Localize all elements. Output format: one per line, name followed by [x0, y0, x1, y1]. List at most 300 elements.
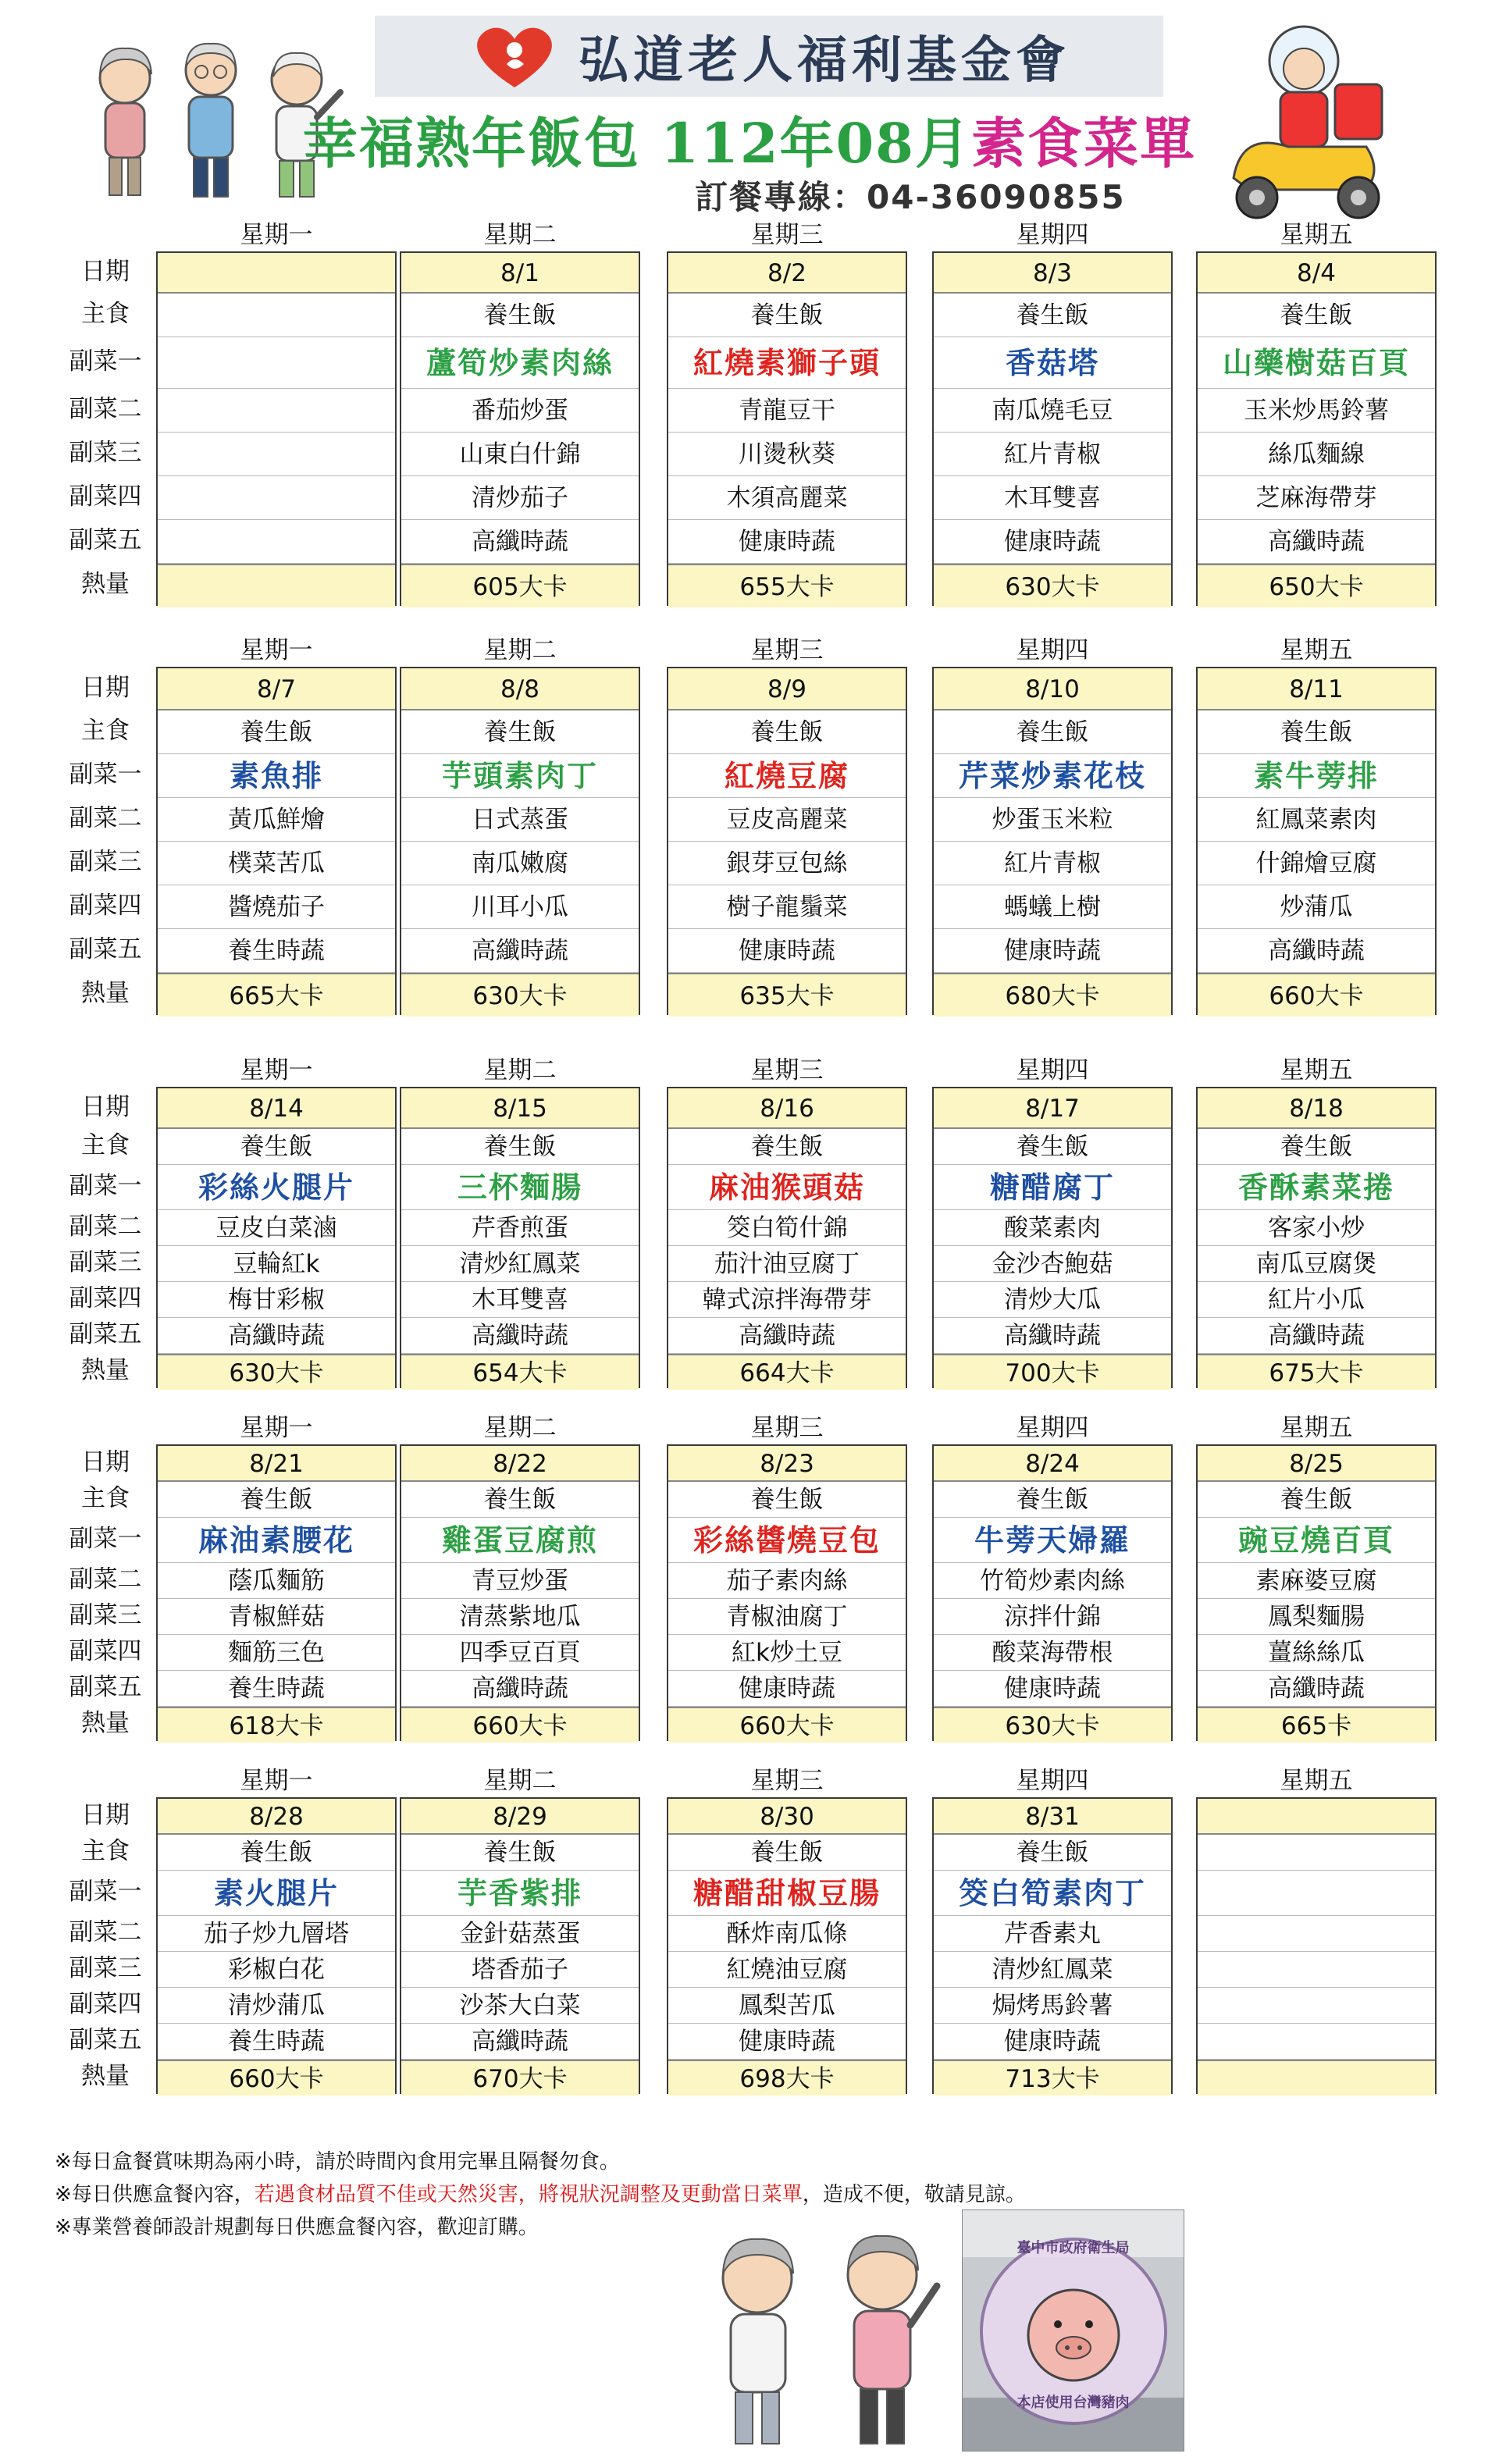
row-label: 副菜二: [69, 804, 142, 832]
weekday-header: 星期三: [750, 1056, 824, 1084]
calorie-cell: 665大卡: [158, 973, 395, 1017]
day-column: [667, 667, 907, 1015]
weekday-header: 星期四: [1016, 1414, 1089, 1442]
day-column: [1196, 667, 1437, 1015]
side-dish-4: 木耳雙喜: [401, 1282, 639, 1318]
side-dish-4: 樹子龍鬚菜: [668, 885, 906, 929]
side-dish-2: 日式蒸蛋: [401, 798, 639, 842]
day-column: [932, 1797, 1173, 2094]
staple-cell: 養生飯: [934, 294, 1171, 337]
staple-cell: 養生飯: [1198, 710, 1435, 754]
side-dish-4: 梅甘彩椒: [158, 1282, 395, 1318]
row-label: 主食: [81, 1837, 130, 1865]
org-name: 弘道老人福利基金會: [579, 31, 1070, 90]
day-column: [1196, 251, 1437, 606]
side-dish-2: 番茄炒蛋: [401, 389, 639, 433]
day-column: [1196, 1444, 1437, 1741]
main-side-dish: [158, 337, 395, 389]
side-dish-5: 健康時蔬: [668, 929, 906, 973]
date-cell: [158, 253, 395, 294]
note-nutritionist: ※專業營養師設計規劃每日供應盒餐內容，歡迎訂購。: [55, 2216, 539, 2239]
side-dish-2: 芹香煎蛋: [401, 1210, 639, 1246]
side-dish-2: 炒蛋玉米粒: [934, 798, 1171, 842]
side-dish-5: 養生時蔬: [158, 2024, 395, 2060]
row-label: 副菜三: [69, 848, 142, 876]
date-cell: 8/21: [158, 1446, 395, 1482]
side-dish-4: 清炒大瓜: [934, 1282, 1171, 1318]
staple-cell: 養生飯: [401, 1482, 639, 1518]
side-dish-2: 青豆炒蛋: [401, 1563, 639, 1599]
calorie-cell: 660大卡: [158, 2060, 395, 2095]
date-cell: 8/10: [934, 668, 1171, 710]
side-dish-4: 焗烤馬鈴薯: [934, 1988, 1171, 2024]
calorie-cell: [158, 564, 395, 607]
main-side-dish: 素火腿片: [158, 1871, 395, 1916]
row-label: 主食: [81, 1484, 130, 1512]
row-label: 熱量: [81, 1709, 130, 1737]
side-dish-5: 健康時蔬: [934, 520, 1171, 564]
side-dish-3: 鳳梨麵腸: [1198, 1599, 1435, 1635]
side-dish-2: 玉米炒馬鈴薯: [1198, 389, 1435, 433]
side-dish-3: 清炒紅鳳菜: [934, 1952, 1171, 1988]
calorie-cell: 660大卡: [1198, 973, 1435, 1017]
row-label: 熱量: [81, 979, 130, 1007]
side-dish-5: 健康時蔬: [934, 2024, 1171, 2060]
date-cell: 8/22: [401, 1446, 639, 1482]
side-dish-5: 健康時蔬: [668, 2024, 906, 2060]
staple-cell: 養生飯: [401, 1835, 639, 1871]
main-side-dish: 素魚排: [158, 754, 395, 798]
date-cell: 8/16: [668, 1088, 906, 1129]
row-label: 副菜二: [69, 1212, 142, 1241]
main-side-dish: 芋頭素肉丁: [401, 754, 639, 798]
row-label: 日期: [81, 1801, 130, 1829]
side-dish-5: 高纖時蔬: [1198, 929, 1435, 973]
day-column: [667, 251, 907, 606]
row-label: 副菜二: [69, 395, 142, 423]
staple-cell: 養生飯: [668, 294, 906, 337]
calorie-cell: 630大卡: [934, 564, 1171, 607]
side-dish-3: [1198, 1952, 1435, 1988]
date-cell: 8/18: [1198, 1088, 1435, 1129]
side-dish-5: 健康時蔬: [934, 1671, 1171, 1707]
side-dish-3: 青椒油腐丁: [668, 1599, 906, 1635]
side-dish-4: [1198, 1988, 1435, 2024]
side-dish-3: 紅燒油豆腐: [668, 1952, 906, 1988]
day-column: [932, 1087, 1173, 1388]
side-dish-4: 木須高麗菜: [668, 476, 906, 520]
weekday-header: 星期三: [750, 1414, 824, 1442]
side-dish-5: 高纖時蔬: [934, 1318, 1171, 1354]
staple-cell: 養生飯: [934, 710, 1171, 754]
main-side-dish: 芋香紫排: [401, 1871, 639, 1916]
main-side-dish: 彩絲醬燒豆包: [668, 1518, 906, 1563]
note-menu-change-warning: 若遇食材品質不佳或天然災害，將視狀況調整及更動當日菜單: [254, 2183, 803, 2206]
side-dish-4: 木耳雙喜: [934, 476, 1171, 520]
date-cell: 8/8: [401, 668, 639, 710]
main-side-dish: 香酥素菜捲: [1198, 1165, 1435, 1210]
staple-cell: [158, 294, 395, 337]
note-freshness: ※每日盒餐賞味期為兩小時，請於時間內食用完畢且隔餐勿食。: [55, 2150, 620, 2174]
main-side-dish: 紅燒豆腐: [668, 754, 906, 798]
side-dish-5: 高纖時蔬: [158, 1318, 395, 1354]
day-column: [156, 1087, 397, 1388]
calorie-cell: 605大卡: [401, 564, 639, 607]
staple-cell: 養生飯: [158, 1835, 395, 1871]
date-cell: 8/15: [401, 1088, 639, 1129]
calorie-cell: 630大卡: [158, 1354, 395, 1390]
side-dish-2: [158, 389, 395, 433]
side-dish-4: 清炒蒲瓜: [158, 1988, 395, 2024]
main-side-dish: 牛蒡天婦羅: [934, 1518, 1171, 1563]
staple-cell: 養生飯: [934, 1835, 1171, 1871]
side-dish-3: 南瓜嫩腐: [401, 842, 639, 885]
menu-title-main: 幸福熟年飯包 112年08月: [303, 111, 971, 176]
day-column: [1196, 1087, 1437, 1388]
side-dish-3: [158, 433, 395, 476]
weekday-header: 星期四: [1016, 1056, 1089, 1084]
day-column: [400, 251, 640, 606]
side-dish-3: 青椒鮮菇: [158, 1599, 395, 1635]
date-cell: 8/3: [934, 253, 1171, 294]
row-label: 副菜一: [69, 347, 142, 376]
side-dish-4: 紅k炒土豆: [668, 1635, 906, 1671]
main-side-dish: 蘆筍炒素肉絲: [401, 337, 639, 389]
calorie-cell: 660大卡: [668, 1707, 906, 1743]
side-dish-2: 酥炸南瓜條: [668, 1916, 906, 1952]
weekday-header: 星期四: [1016, 221, 1089, 249]
main-side-dish: 芹菜炒素花枝: [934, 754, 1171, 798]
calorie-cell: 675大卡: [1198, 1354, 1435, 1390]
calorie-cell: 630大卡: [401, 973, 639, 1017]
side-dish-2: [1198, 1916, 1435, 1952]
side-dish-5: 高纖時蔬: [401, 1318, 639, 1354]
side-dish-2: 紅鳳菜素肉: [1198, 798, 1435, 842]
side-dish-5: 高纖時蔬: [401, 929, 639, 973]
main-side-dish: 麻油猴頭菇: [668, 1165, 906, 1210]
side-dish-2: 筊白筍什錦: [668, 1210, 906, 1246]
staple-cell: 養生飯: [668, 1482, 906, 1518]
date-cell: 8/11: [1198, 668, 1435, 710]
side-dish-3: 豆輪紅k: [158, 1246, 395, 1282]
day-column: [400, 1444, 640, 1741]
heart-logo-icon: [468, 22, 561, 91]
delivery-scooter-illustration: [1218, 14, 1390, 225]
side-dish-5: 高纖時蔬: [401, 2024, 639, 2060]
menu-title-highlight: 素食菜單: [970, 111, 1196, 176]
side-dish-2: 素麻婆豆腐: [1198, 1563, 1435, 1599]
date-cell: 8/2: [668, 253, 906, 294]
side-dish-5: 高纖時蔬: [401, 520, 639, 564]
main-side-dish: 紅燒素獅子頭: [668, 337, 906, 389]
day-column: [156, 1797, 397, 2094]
date-cell: 8/31: [934, 1799, 1171, 1835]
row-label: 副菜二: [69, 1565, 142, 1593]
calorie-cell: 618大卡: [158, 1707, 395, 1743]
side-dish-3: 山東白什錦: [401, 433, 639, 476]
note-menu-change-a: ※每日供應盒餐內容，: [55, 2183, 255, 2206]
side-dish-3: 川燙秋葵: [668, 433, 906, 476]
row-label: 副菜四: [69, 1284, 142, 1312]
weekday-header: 星期二: [483, 1056, 557, 1084]
side-dish-3: 樸菜苦瓜: [158, 842, 395, 885]
order-hotline: 訂餐專線：04-36090855: [695, 178, 1126, 216]
date-cell: 8/24: [934, 1446, 1171, 1482]
main-side-dish: 糖醋甜椒豆腸: [668, 1871, 906, 1916]
side-dish-3: 塔香茄子: [401, 1952, 639, 1988]
day-column: [1196, 1797, 1437, 2094]
weekday-header: 星期五: [1280, 1056, 1353, 1084]
weekday-header: 星期二: [483, 636, 557, 664]
row-label: 副菜三: [69, 439, 142, 467]
weekday-header: 星期四: [1016, 1767, 1089, 1795]
side-dish-2: 酸菜素肉: [934, 1210, 1171, 1246]
weekday-header: 星期三: [750, 1767, 824, 1795]
weekday-header: 星期三: [750, 636, 824, 664]
day-column: [400, 1087, 640, 1388]
staple-cell: 養生飯: [934, 1482, 1171, 1518]
weekday-header: 星期一: [240, 1056, 313, 1084]
side-dish-3: 清蒸紫地瓜: [401, 1599, 639, 1635]
staple-cell: 養生飯: [668, 1835, 906, 1871]
side-dish-3: 涼拌什錦: [934, 1599, 1171, 1635]
side-dish-2: 茄子素肉絲: [668, 1563, 906, 1599]
side-dish-5: 養生時蔬: [158, 929, 395, 973]
weekday-header: 星期二: [483, 1767, 557, 1795]
row-label: 副菜四: [69, 482, 142, 511]
staple-cell: 養生飯: [668, 1129, 906, 1165]
weekday-header: 星期五: [1280, 1767, 1353, 1795]
side-dish-4: [158, 476, 395, 520]
side-dish-3: 絲瓜麵線: [1198, 433, 1435, 476]
day-column: [667, 1444, 907, 1741]
row-label: 日期: [81, 258, 130, 286]
calorie-cell: 680大卡: [934, 973, 1171, 1017]
calorie-cell: 670大卡: [401, 2060, 639, 2095]
row-label: 副菜五: [69, 1673, 142, 1701]
staple-cell: 養生飯: [401, 710, 639, 754]
row-label: 副菜五: [69, 526, 142, 554]
row-label: 副菜四: [69, 1637, 142, 1665]
side-dish-5: 健康時蔬: [934, 929, 1171, 973]
row-label: 主食: [81, 300, 130, 328]
side-dish-5: 高纖時蔬: [1198, 1318, 1435, 1354]
row-label: 副菜五: [69, 935, 142, 963]
side-dish-5: 健康時蔬: [668, 1671, 906, 1707]
side-dish-5: 高纖時蔬: [1198, 520, 1435, 564]
side-dish-2: 竹筍炒素肉絲: [934, 1563, 1171, 1599]
row-label: 副菜四: [69, 1990, 142, 2018]
staple-cell: 養生飯: [158, 1482, 395, 1518]
weekday-header: 星期一: [240, 221, 313, 249]
side-dish-4: 薑絲絲瓜: [1198, 1635, 1435, 1671]
side-dish-4: 韓式涼拌海帶芽: [668, 1282, 906, 1318]
main-side-dish: 麻油素腰花: [158, 1518, 395, 1563]
row-label: 副菜一: [69, 1172, 142, 1200]
date-cell: 8/25: [1198, 1446, 1435, 1482]
side-dish-4: 沙茶大白菜: [401, 1988, 639, 2024]
day-column: [667, 1797, 907, 2094]
calorie-cell: 635大卡: [668, 973, 906, 1017]
date-cell: 8/14: [158, 1088, 395, 1129]
row-label: 熱量: [81, 570, 130, 598]
side-dish-3: 清炒紅鳳菜: [401, 1246, 639, 1282]
row-label: 副菜三: [69, 1248, 142, 1277]
side-dish-4: 四季豆百頁: [401, 1635, 639, 1671]
staple-cell: 養生飯: [158, 710, 395, 754]
row-label: 主食: [81, 717, 130, 745]
day-column: [156, 1444, 397, 1741]
row-label: 副菜五: [69, 1320, 142, 1348]
staple-cell: 養生飯: [1198, 1129, 1435, 1165]
date-cell: 8/29: [401, 1799, 639, 1835]
day-column: [400, 667, 640, 1015]
row-label: 日期: [81, 1093, 130, 1121]
note-menu-change-c: ，造成不便，敬請見諒。: [802, 2183, 1026, 2206]
day-column: [667, 1087, 907, 1388]
row-label: 副菜一: [69, 1878, 142, 1906]
day-column: [156, 667, 397, 1015]
weekday-header: 星期一: [240, 1414, 313, 1442]
row-label: 熱量: [81, 2062, 130, 2090]
date-cell: [1198, 1799, 1435, 1835]
side-dish-5: 養生時蔬: [158, 1671, 395, 1707]
main-side-dish: 三杯麵腸: [401, 1165, 639, 1210]
side-dish-5: 高纖時蔬: [668, 1318, 906, 1354]
weekday-header: 星期一: [240, 1767, 313, 1795]
row-label: 日期: [81, 1448, 130, 1476]
row-label: 副菜二: [69, 1918, 142, 1946]
day-column: [932, 1444, 1173, 1741]
side-dish-3: 紅片青椒: [934, 433, 1171, 476]
staple-cell: 養生飯: [668, 710, 906, 754]
side-dish-2: 芹香素丸: [934, 1916, 1171, 1952]
main-side-dish: 香菇塔: [934, 337, 1171, 389]
date-cell: 8/23: [668, 1446, 906, 1482]
calorie-cell: 655大卡: [668, 564, 906, 607]
side-dish-3: 什錦燴豆腐: [1198, 842, 1435, 885]
side-dish-4: 鳳梨苦瓜: [668, 1988, 906, 2024]
side-dish-4: 醬燒茄子: [158, 885, 395, 929]
certified-pork-sticker-photo: [962, 2209, 1184, 2452]
calorie-cell: 665卡: [1198, 1707, 1435, 1743]
side-dish-4: 紅片小瓜: [1198, 1282, 1435, 1318]
date-cell: 8/17: [934, 1088, 1171, 1129]
row-label: 副菜一: [69, 760, 142, 789]
main-side-dish: 筊白筍素肉丁: [934, 1871, 1171, 1916]
side-dish-2: 客家小炒: [1198, 1210, 1435, 1246]
side-dish-2: 黃瓜鮮燴: [158, 798, 395, 842]
sticker-label-bottom: 本店使用台灣豬肉: [1017, 2395, 1130, 2411]
row-label: 副菜三: [69, 1601, 142, 1629]
date-cell: 8/28: [158, 1799, 395, 1835]
weekday-header: 星期一: [240, 636, 313, 664]
date-cell: 8/9: [668, 668, 906, 710]
date-cell: 8/7: [158, 668, 395, 710]
row-label: 主食: [81, 1131, 130, 1159]
side-dish-3: 銀芽豆包絲: [668, 842, 906, 885]
main-side-dish: 豌豆燒百頁: [1198, 1518, 1435, 1563]
side-dish-4: 芝麻海帶芽: [1198, 476, 1435, 520]
sticker-label-top: 臺中市政府衛生局: [1017, 2240, 1130, 2256]
side-dish-2: 金針菇蒸蛋: [401, 1916, 639, 1952]
side-dish-2: 豆皮高麗菜: [668, 798, 906, 842]
calorie-cell: 700大卡: [934, 1354, 1171, 1390]
row-label: 熱量: [81, 1356, 130, 1384]
row-label: 日期: [81, 674, 130, 702]
side-dish-5: 高纖時蔬: [1198, 1671, 1435, 1707]
weekday-header: 星期二: [483, 221, 557, 249]
row-label: 副菜三: [69, 1954, 142, 1982]
calorie-cell: 650大卡: [1198, 564, 1435, 607]
side-dish-5: [1198, 2024, 1435, 2060]
calorie-cell: [1198, 2060, 1435, 2095]
weekday-header: 星期二: [483, 1414, 557, 1442]
staple-cell: 養生飯: [934, 1129, 1171, 1165]
side-dish-5: 高纖時蔬: [401, 1671, 639, 1707]
side-dish-4: 酸菜海帶根: [934, 1635, 1171, 1671]
side-dish-3: 紅片青椒: [934, 842, 1171, 885]
weekday-header: 星期五: [1280, 636, 1353, 664]
side-dish-2: 南瓜燒毛豆: [934, 389, 1171, 433]
side-dish-2: 青龍豆干: [668, 389, 906, 433]
side-dish-4: 川耳小瓜: [401, 885, 639, 929]
weekday-header: 星期三: [750, 221, 824, 249]
elderly-couple-illustration: [687, 2216, 968, 2450]
header: [0, 0, 1499, 234]
weekday-header: 星期五: [1280, 221, 1353, 249]
main-side-dish: 山藥樹菇百頁: [1198, 337, 1435, 389]
staple-cell: [1198, 1835, 1435, 1871]
row-label: 副菜五: [69, 2026, 142, 2054]
calorie-cell: 664大卡: [668, 1354, 906, 1390]
calorie-cell: 630大卡: [934, 1707, 1171, 1743]
side-dish-3: 彩椒白花: [158, 1952, 395, 1988]
staple-cell: 養生飯: [401, 1129, 639, 1165]
weekday-header: 星期五: [1280, 1414, 1353, 1442]
main-side-dish: 彩絲火腿片: [158, 1165, 395, 1210]
side-dish-4: 清炒茄子: [401, 476, 639, 520]
row-label: 副菜一: [69, 1525, 142, 1553]
side-dish-3: 南瓜豆腐煲: [1198, 1246, 1435, 1282]
side-dish-5: 健康時蔬: [668, 520, 906, 564]
staple-cell: 養生飯: [1198, 1482, 1435, 1518]
side-dish-3: 茄汁油豆腐丁: [668, 1246, 906, 1282]
main-side-dish: [1198, 1871, 1435, 1916]
calorie-cell: 654大卡: [401, 1354, 639, 1390]
weekday-header: 星期四: [1016, 636, 1089, 664]
main-side-dish: 素牛蒡排: [1198, 754, 1435, 798]
day-column: [932, 251, 1173, 606]
side-dish-4: 炒蒲瓜: [1198, 885, 1435, 929]
side-dish-4: 麵筋三色: [158, 1635, 395, 1671]
main-side-dish: 雞蛋豆腐煎: [401, 1518, 639, 1563]
side-dish-2: 蔭瓜麵筋: [158, 1563, 395, 1599]
staple-cell: 養生飯: [1198, 294, 1435, 337]
date-cell: 8/1: [401, 253, 639, 294]
staple-cell: 養生飯: [158, 1129, 395, 1165]
row-label: 副菜四: [69, 892, 142, 920]
day-column: [932, 667, 1173, 1015]
side-dish-3: 金沙杏鮑菇: [934, 1246, 1171, 1282]
date-cell: 8/4: [1198, 253, 1435, 294]
side-dish-2: 茄子炒九層塔: [158, 1916, 395, 1952]
day-column: [400, 1797, 640, 2094]
org-logo-banner: [375, 16, 1163, 97]
calorie-cell: 713大卡: [934, 2060, 1171, 2095]
side-dish-5: [158, 520, 395, 564]
date-cell: 8/30: [668, 1799, 906, 1835]
